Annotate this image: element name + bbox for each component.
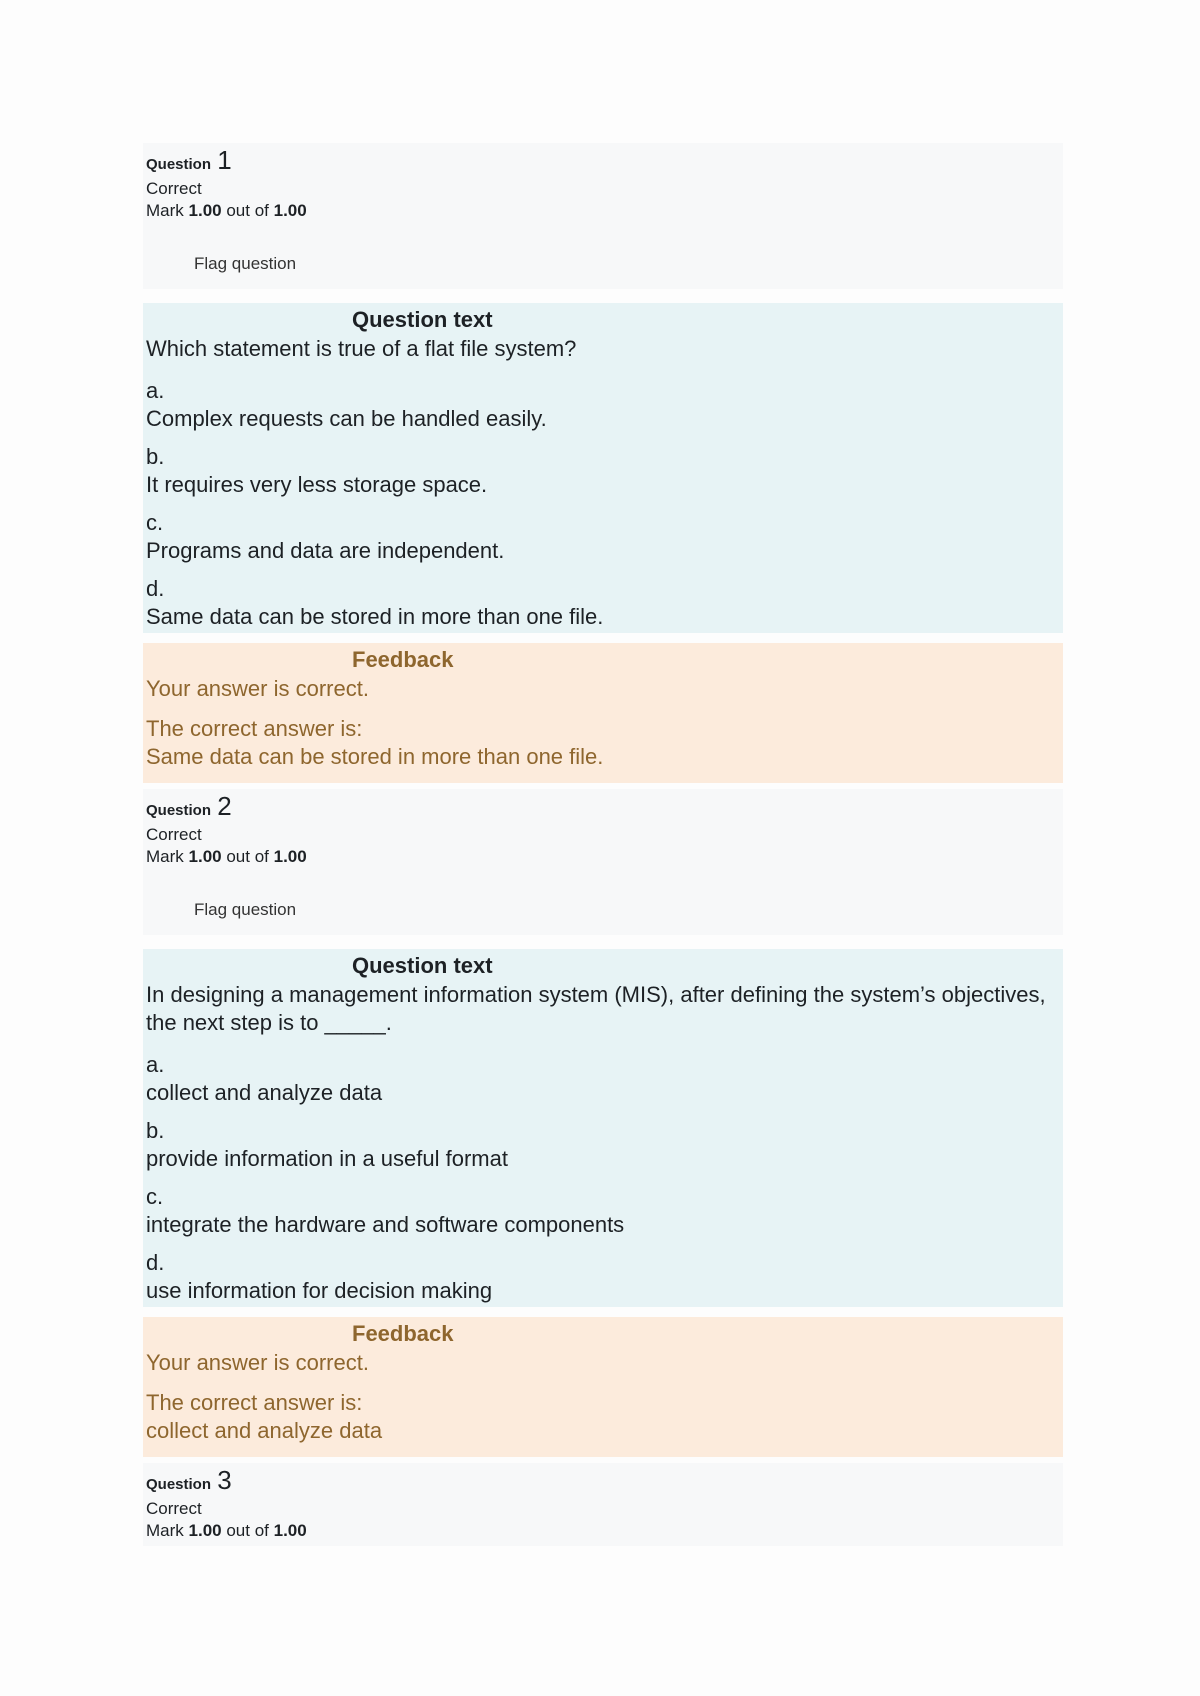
answer-option-a[interactable]	[146, 1051, 1060, 1107]
mark-value: 1.00	[188, 201, 222, 220]
question-number-value: 3	[217, 1465, 232, 1495]
question-label: Question	[146, 1476, 212, 1493]
option-text: use information for decision making	[146, 1278, 493, 1303]
option-text: Programs and data are independent.	[146, 538, 505, 563]
option-letter: a.	[146, 1052, 165, 1077]
question-text: Which statement is true of a flat file system?	[146, 336, 577, 361]
question-text-heading: Question text	[352, 307, 493, 332]
question-number	[146, 147, 1060, 178]
question-state: Correct	[146, 825, 202, 844]
question-formulation	[143, 949, 1063, 1307]
flag-question-link[interactable]: Flag question	[194, 900, 297, 919]
mark-max: 1.00	[273, 847, 307, 866]
option-letter: a.	[146, 378, 165, 403]
option-text: Complex requests can be handled easily.	[146, 406, 547, 431]
option-letter: b.	[146, 444, 165, 469]
question-number	[146, 793, 1060, 824]
correct-answer-text: Same data can be stored in more than one file.	[146, 744, 604, 769]
question-grade	[146, 1520, 1060, 1542]
correct-answer-label: The correct answer is:	[146, 716, 363, 741]
question-grade	[146, 200, 1060, 222]
question-info	[143, 1463, 1063, 1546]
answer-option-b[interactable]	[146, 1117, 1060, 1173]
correct-answer-label: The correct answer is:	[146, 1390, 363, 1415]
question-state: Correct	[146, 179, 202, 198]
option-text: integrate the hardware and software components	[146, 1212, 625, 1237]
option-letter: c.	[146, 1184, 164, 1209]
feedback-result: Your answer is correct.	[146, 1350, 369, 1375]
mark-prefix: Mark	[146, 201, 184, 220]
quiz-review-page	[143, 143, 1063, 1546]
question-info	[143, 143, 1063, 289]
question-feedback	[143, 1317, 1063, 1457]
option-text: Same data can be stored in more than one file.	[146, 604, 604, 629]
mark-prefix: Mark	[146, 1521, 184, 1540]
question-formulation	[143, 303, 1063, 633]
feedback-heading: Feedback	[352, 647, 454, 672]
question-text-heading: Question text	[352, 953, 493, 978]
question-number-value: 1	[217, 145, 232, 175]
option-letter: b.	[146, 1118, 165, 1143]
correct-answer-text: collect and analyze data	[146, 1418, 383, 1443]
feedback-result: Your answer is correct.	[146, 676, 369, 701]
mark-value: 1.00	[188, 1521, 222, 1540]
question-number-value: 2	[217, 791, 232, 821]
mark-prefix: Mark	[146, 847, 184, 866]
option-letter: c.	[146, 510, 164, 535]
option-text: provide information in a useful format	[146, 1146, 508, 1171]
question-label: Question	[146, 802, 212, 819]
answer-option-c[interactable]	[146, 509, 1060, 565]
answer-option-d[interactable]	[146, 1249, 1060, 1305]
mark-mid: out of	[226, 847, 269, 866]
feedback-heading: Feedback	[352, 1321, 454, 1346]
answer-list	[146, 377, 1060, 631]
flag-question-link[interactable]: Flag question	[194, 254, 297, 273]
question-state: Correct	[146, 1499, 202, 1518]
answer-option-b[interactable]	[146, 443, 1060, 499]
question-number	[146, 1467, 1060, 1498]
option-letter: d.	[146, 576, 165, 601]
option-text: collect and analyze data	[146, 1080, 383, 1105]
mark-mid: out of	[226, 1521, 269, 1540]
question-grade	[146, 846, 1060, 868]
option-letter: d.	[146, 1250, 165, 1275]
answer-list	[146, 1051, 1060, 1305]
mark-mid: out of	[226, 201, 269, 220]
mark-max: 1.00	[273, 1521, 307, 1540]
answer-option-d[interactable]	[146, 575, 1060, 631]
question-text: In designing a management information system (MIS), after defining the system’s objectives, the next step is to _____.	[146, 982, 1046, 1035]
question-info	[143, 789, 1063, 935]
answer-option-c[interactable]	[146, 1183, 1060, 1239]
answer-option-a[interactable]	[146, 377, 1060, 433]
question-feedback	[143, 643, 1063, 783]
mark-value: 1.00	[188, 847, 222, 866]
question-label: Question	[146, 156, 212, 173]
mark-max: 1.00	[273, 201, 307, 220]
option-text: It requires very less storage space.	[146, 472, 488, 497]
